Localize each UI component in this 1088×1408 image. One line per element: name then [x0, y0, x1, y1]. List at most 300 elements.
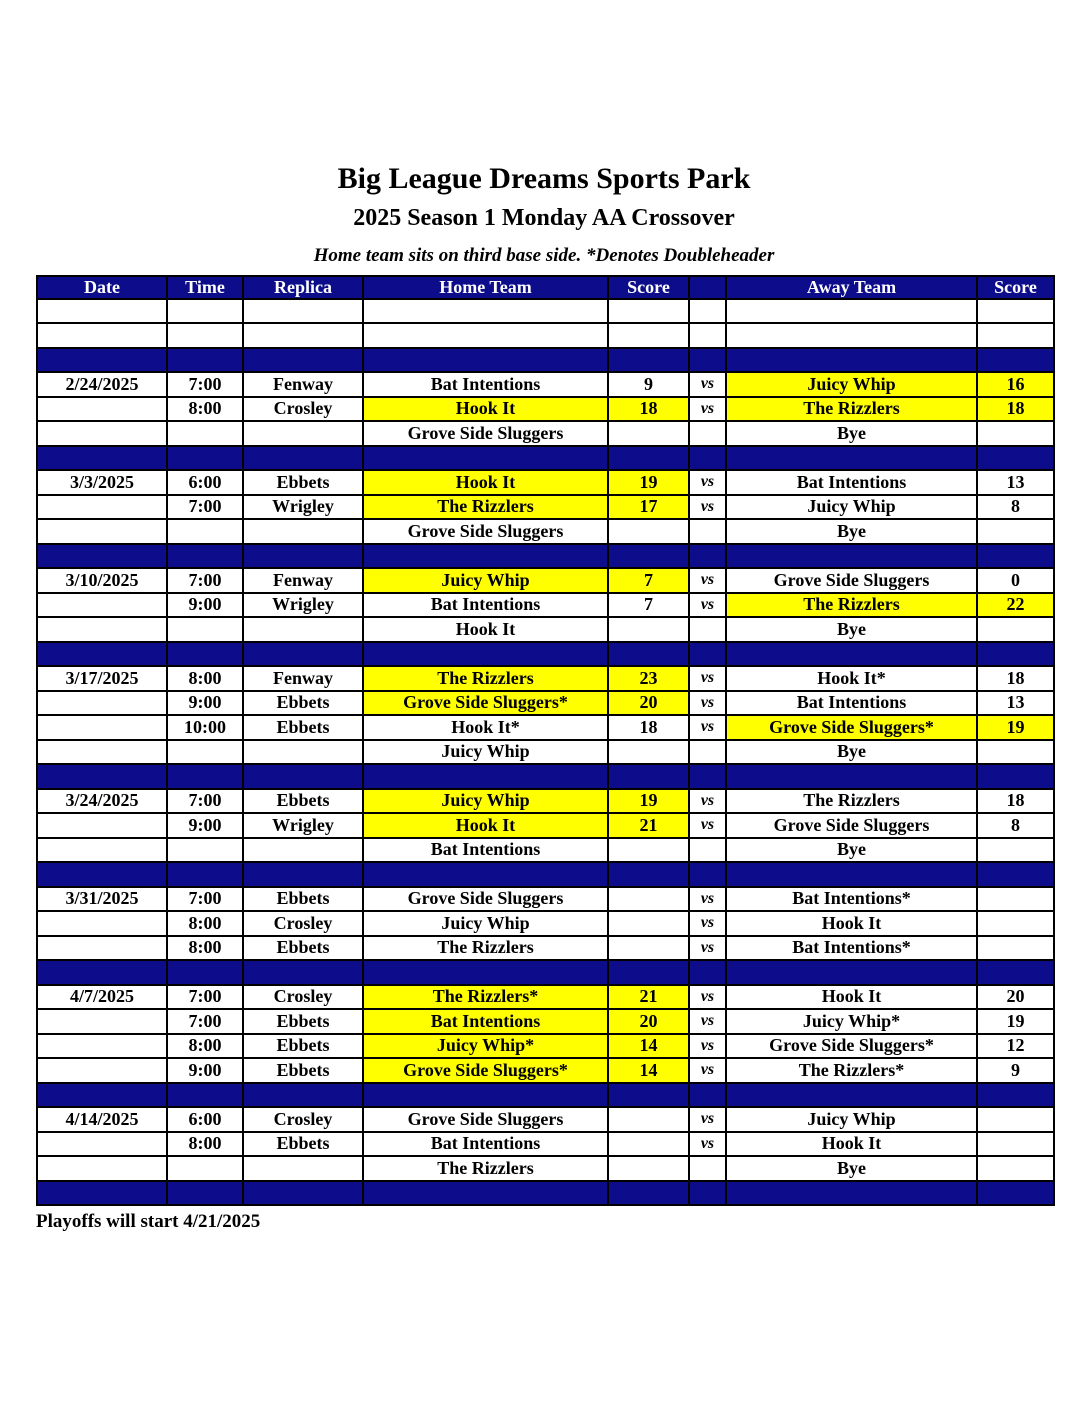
away-team-cell: Hook It*	[726, 666, 977, 691]
separator-cell	[167, 764, 243, 789]
vs-cell: vs	[689, 1107, 726, 1132]
time-cell: 10:00	[167, 715, 243, 740]
away-score-cell: 9	[977, 1058, 1054, 1083]
home-team-cell: The Rizzlers*	[363, 985, 608, 1010]
replica-cell	[243, 740, 363, 765]
time-cell: 7:00	[167, 568, 243, 593]
vs-cell: vs	[689, 495, 726, 520]
home-team-cell: Grove Side Sluggers	[363, 519, 608, 544]
home-team-cell: The Rizzlers	[363, 495, 608, 520]
replica-cell: Crosley	[243, 397, 363, 422]
separator-cell	[243, 446, 363, 471]
time-cell: 8:00	[167, 1034, 243, 1059]
game-row	[37, 568, 1054, 593]
separator-cell	[608, 764, 689, 789]
game-row	[37, 715, 1054, 740]
separator-cell	[37, 764, 167, 789]
separator-cell	[726, 348, 977, 373]
separator-cell	[167, 1181, 243, 1206]
game-row	[37, 936, 1054, 961]
vs-cell: vs	[689, 470, 726, 495]
date-cell: 3/17/2025	[37, 666, 167, 691]
replica-cell	[243, 299, 363, 324]
replica-cell: Ebbets	[243, 715, 363, 740]
separator-row	[37, 446, 1054, 471]
time-cell	[167, 1156, 243, 1181]
date-cell	[37, 519, 167, 544]
vs-cell	[689, 323, 726, 348]
separator-cell	[608, 862, 689, 887]
away-score-cell: 13	[977, 470, 1054, 495]
home-score-cell: 18	[608, 397, 689, 422]
home-team-cell	[363, 323, 608, 348]
away-team-cell: The Rizzlers	[726, 397, 977, 422]
schedule-body	[37, 299, 1054, 1206]
vs-cell	[689, 299, 726, 324]
date-cell	[37, 715, 167, 740]
home-team-cell: Grove Side Sluggers	[363, 421, 608, 446]
home-score-cell	[608, 323, 689, 348]
separator-cell	[363, 348, 608, 373]
away-score-cell: 22	[977, 593, 1054, 618]
date-cell	[37, 323, 167, 348]
header-away-score: Score	[977, 276, 1054, 299]
separator-cell	[726, 544, 977, 569]
away-team-cell: Grove Side Sluggers	[726, 813, 977, 838]
away-score-cell: 18	[977, 397, 1054, 422]
separator-cell	[726, 642, 977, 667]
away-team-cell: Bye	[726, 838, 977, 863]
home-score-cell	[608, 936, 689, 961]
away-team-cell: Bat Intentions	[726, 691, 977, 716]
vs-cell: vs	[689, 568, 726, 593]
home-score-cell: 14	[608, 1058, 689, 1083]
home-team-cell: The Rizzlers	[363, 936, 608, 961]
away-team-cell	[726, 323, 977, 348]
replica-cell: Ebbets	[243, 1132, 363, 1157]
date-cell	[37, 495, 167, 520]
separator-cell	[689, 862, 726, 887]
time-cell	[167, 299, 243, 324]
separator-cell	[689, 642, 726, 667]
date-cell: 3/31/2025	[37, 887, 167, 912]
date-cell: 3/10/2025	[37, 568, 167, 593]
away-score-cell: 20	[977, 985, 1054, 1010]
away-team-cell: Juicy Whip*	[726, 1009, 977, 1034]
home-team-cell: The Rizzlers	[363, 666, 608, 691]
separator-cell	[363, 862, 608, 887]
replica-cell	[243, 838, 363, 863]
date-cell: 4/14/2025	[37, 1107, 167, 1132]
date-cell: 4/7/2025	[37, 985, 167, 1010]
home-score-cell: 14	[608, 1034, 689, 1059]
game-row	[37, 1107, 1054, 1132]
home-score-cell: 23	[608, 666, 689, 691]
game-row	[37, 421, 1054, 446]
away-score-cell	[977, 421, 1054, 446]
date-cell	[37, 1034, 167, 1059]
date-cell	[37, 1058, 167, 1083]
home-score-cell	[608, 1107, 689, 1132]
separator-cell	[608, 960, 689, 985]
separator-cell	[689, 960, 726, 985]
separator-cell	[167, 446, 243, 471]
separator-cell	[37, 348, 167, 373]
separator-cell	[37, 446, 167, 471]
time-cell: 6:00	[167, 1107, 243, 1132]
home-score-cell: 9	[608, 372, 689, 397]
separator-cell	[977, 446, 1054, 471]
time-cell: 8:00	[167, 1132, 243, 1157]
date-cell	[37, 1132, 167, 1157]
away-score-cell: 0	[977, 568, 1054, 593]
separator-cell	[689, 1181, 726, 1206]
separator-row	[37, 544, 1054, 569]
replica-cell: Ebbets	[243, 1009, 363, 1034]
separator-cell	[363, 960, 608, 985]
game-row	[37, 1132, 1054, 1157]
away-score-cell: 19	[977, 715, 1054, 740]
game-row	[37, 1009, 1054, 1034]
game-row	[37, 666, 1054, 691]
away-score-cell	[977, 887, 1054, 912]
separator-cell	[689, 544, 726, 569]
separator-cell	[167, 642, 243, 667]
separator-cell	[37, 642, 167, 667]
game-row	[37, 887, 1054, 912]
separator-cell	[608, 1181, 689, 1206]
home-score-cell: 21	[608, 813, 689, 838]
vs-cell	[689, 519, 726, 544]
separator-cell	[608, 348, 689, 373]
replica-cell: Crosley	[243, 985, 363, 1010]
home-score-cell	[608, 519, 689, 544]
separator-cell	[689, 348, 726, 373]
separator-cell	[689, 1083, 726, 1108]
replica-cell: Crosley	[243, 911, 363, 936]
away-team-cell: Grove Side Sluggers	[726, 568, 977, 593]
separator-cell	[363, 642, 608, 667]
separator-cell	[243, 1083, 363, 1108]
separator-cell	[243, 642, 363, 667]
separator-cell	[243, 764, 363, 789]
home-score-cell	[608, 299, 689, 324]
home-team-cell: Juicy Whip	[363, 911, 608, 936]
replica-cell: Wrigley	[243, 593, 363, 618]
separator-cell	[977, 764, 1054, 789]
away-team-cell: Bye	[726, 617, 977, 642]
separator-cell	[37, 1083, 167, 1108]
game-row	[37, 691, 1054, 716]
away-score-cell	[977, 740, 1054, 765]
away-score-cell	[977, 617, 1054, 642]
game-row	[37, 519, 1054, 544]
separator-cell	[167, 960, 243, 985]
away-score-cell: 8	[977, 495, 1054, 520]
away-score-cell	[977, 911, 1054, 936]
away-team-cell: Hook It	[726, 1132, 977, 1157]
date-cell	[37, 740, 167, 765]
home-score-cell	[608, 617, 689, 642]
replica-cell: Ebbets	[243, 789, 363, 814]
time-cell	[167, 740, 243, 765]
home-score-cell	[608, 838, 689, 863]
vs-cell: vs	[689, 789, 726, 814]
home-score-cell	[608, 911, 689, 936]
home-team-cell: Hook It	[363, 470, 608, 495]
game-row	[37, 495, 1054, 520]
playoffs-note: Playoffs will start 4/21/2025	[36, 1211, 261, 1233]
date-cell	[37, 911, 167, 936]
away-team-cell: Juicy Whip	[726, 372, 977, 397]
page-title: Big League Dreams Sports Park	[337, 162, 751, 195]
separator-cell	[243, 544, 363, 569]
home-team-cell: Hook It	[363, 813, 608, 838]
header-home-score: Score	[608, 276, 689, 299]
home-score-cell	[608, 1156, 689, 1181]
separator-row	[37, 1083, 1054, 1108]
vs-cell: vs	[689, 1009, 726, 1034]
away-team-cell: Bat Intentions	[726, 470, 977, 495]
vs-cell	[689, 740, 726, 765]
time-cell: 9:00	[167, 1058, 243, 1083]
game-row	[37, 470, 1054, 495]
vs-cell	[689, 1156, 726, 1181]
away-team-cell: Grove Side Sluggers*	[726, 715, 977, 740]
date-cell	[37, 593, 167, 618]
replica-cell: Ebbets	[243, 1034, 363, 1059]
away-team-cell: Juicy Whip	[726, 495, 977, 520]
home-team-cell: Grove Side Sluggers*	[363, 691, 608, 716]
replica-cell: Ebbets	[243, 887, 363, 912]
away-team-cell: Bye	[726, 740, 977, 765]
game-row	[37, 813, 1054, 838]
separator-cell	[37, 960, 167, 985]
home-score-cell: 19	[608, 789, 689, 814]
away-team-cell: The Rizzlers*	[726, 1058, 977, 1083]
separator-cell	[689, 764, 726, 789]
home-team-cell: Grove Side Sluggers*	[363, 1058, 608, 1083]
away-team-cell: Hook It	[726, 911, 977, 936]
time-cell: 7:00	[167, 985, 243, 1010]
game-row	[37, 1058, 1054, 1083]
away-score-cell: 19	[977, 1009, 1054, 1034]
time-cell	[167, 421, 243, 446]
time-cell	[167, 838, 243, 863]
home-team-cell: Juicy Whip*	[363, 1034, 608, 1059]
home-score-cell	[608, 421, 689, 446]
away-score-cell	[977, 936, 1054, 961]
separator-cell	[363, 544, 608, 569]
home-team-cell: Hook It	[363, 397, 608, 422]
separator-cell	[243, 960, 363, 985]
away-score-cell: 18	[977, 666, 1054, 691]
separator-cell	[726, 1083, 977, 1108]
time-cell: 7:00	[167, 372, 243, 397]
home-score-cell: 18	[608, 715, 689, 740]
time-cell: 7:00	[167, 887, 243, 912]
away-team-cell	[726, 299, 977, 324]
replica-cell: Wrigley	[243, 495, 363, 520]
home-team-cell: The Rizzlers	[363, 1156, 608, 1181]
separator-cell	[37, 1181, 167, 1206]
vs-cell: vs	[689, 813, 726, 838]
replica-cell: Crosley	[243, 1107, 363, 1132]
separator-cell	[167, 1083, 243, 1108]
separator-cell	[37, 544, 167, 569]
date-cell	[37, 299, 167, 324]
game-row	[37, 593, 1054, 618]
replica-cell	[243, 617, 363, 642]
time-cell: 6:00	[167, 470, 243, 495]
home-score-cell: 20	[608, 691, 689, 716]
away-score-cell	[977, 519, 1054, 544]
time-cell: 7:00	[167, 495, 243, 520]
home-score-cell: 7	[608, 593, 689, 618]
header-time: Time	[167, 276, 243, 299]
date-cell	[37, 397, 167, 422]
date-cell	[37, 617, 167, 642]
game-row	[37, 617, 1054, 642]
home-team-cell: Juicy Whip	[363, 568, 608, 593]
separator-row	[37, 960, 1054, 985]
home-team-cell: Hook It*	[363, 715, 608, 740]
vs-cell: vs	[689, 1058, 726, 1083]
vs-cell	[689, 838, 726, 863]
vs-cell: vs	[689, 715, 726, 740]
replica-cell: Fenway	[243, 372, 363, 397]
date-cell	[37, 936, 167, 961]
separator-cell	[977, 960, 1054, 985]
game-row	[37, 838, 1054, 863]
separator-cell	[167, 862, 243, 887]
header-replica: Replica	[243, 276, 363, 299]
separator-cell	[726, 764, 977, 789]
away-score-cell: 8	[977, 813, 1054, 838]
game-row	[37, 1034, 1054, 1059]
away-team-cell: Bye	[726, 1156, 977, 1181]
date-cell	[37, 1156, 167, 1181]
header-home-team: Home Team	[363, 276, 608, 299]
schedule-table	[36, 275, 1055, 1207]
separator-cell	[726, 446, 977, 471]
home-team-cell: Juicy Whip	[363, 740, 608, 765]
vs-cell: vs	[689, 911, 726, 936]
separator-cell	[726, 862, 977, 887]
separator-cell	[243, 1181, 363, 1206]
away-score-cell: 13	[977, 691, 1054, 716]
vs-cell: vs	[689, 397, 726, 422]
game-row	[37, 372, 1054, 397]
separator-cell	[37, 862, 167, 887]
home-team-cell: Bat Intentions	[363, 593, 608, 618]
time-cell: 7:00	[167, 1009, 243, 1034]
separator-cell	[243, 862, 363, 887]
away-score-cell: 18	[977, 789, 1054, 814]
game-row	[37, 1156, 1054, 1181]
home-team-cell: Bat Intentions	[363, 1009, 608, 1034]
home-score-cell	[608, 1132, 689, 1157]
vs-cell: vs	[689, 593, 726, 618]
date-cell	[37, 1009, 167, 1034]
separator-cell	[608, 544, 689, 569]
replica-cell: Ebbets	[243, 936, 363, 961]
vs-cell: vs	[689, 887, 726, 912]
time-cell	[167, 323, 243, 348]
time-cell: 8:00	[167, 397, 243, 422]
replica-cell: Fenway	[243, 666, 363, 691]
separator-cell	[977, 862, 1054, 887]
separator-cell	[977, 544, 1054, 569]
time-cell	[167, 519, 243, 544]
home-score-cell: 19	[608, 470, 689, 495]
vs-cell: vs	[689, 985, 726, 1010]
separator-row	[37, 1181, 1054, 1206]
home-score-cell: 20	[608, 1009, 689, 1034]
home-team-cell: Hook It	[363, 617, 608, 642]
replica-cell: Fenway	[243, 568, 363, 593]
vs-cell	[689, 421, 726, 446]
vs-cell	[689, 617, 726, 642]
away-score-cell	[977, 1132, 1054, 1157]
separator-cell	[977, 348, 1054, 373]
date-cell	[37, 421, 167, 446]
home-score-cell: 17	[608, 495, 689, 520]
header-row	[37, 276, 1054, 299]
empty-row	[37, 323, 1054, 348]
separator-cell	[608, 446, 689, 471]
header-away-team: Away Team	[726, 276, 977, 299]
separator-cell	[977, 1181, 1054, 1206]
home-team-cell	[363, 299, 608, 324]
away-score-cell	[977, 299, 1054, 324]
separator-cell	[726, 1181, 977, 1206]
vs-cell: vs	[689, 1034, 726, 1059]
game-row	[37, 911, 1054, 936]
separator-cell	[363, 1083, 608, 1108]
date-cell	[37, 691, 167, 716]
replica-cell	[243, 421, 363, 446]
date-cell	[37, 838, 167, 863]
separator-cell	[689, 446, 726, 471]
game-row	[37, 740, 1054, 765]
away-score-cell: 12	[977, 1034, 1054, 1059]
date-cell: 3/24/2025	[37, 789, 167, 814]
separator-row	[37, 348, 1054, 373]
vs-cell: vs	[689, 1132, 726, 1157]
away-team-cell: Bye	[726, 519, 977, 544]
vs-cell: vs	[689, 372, 726, 397]
separator-cell	[363, 764, 608, 789]
home-score-cell	[608, 740, 689, 765]
date-cell: 3/3/2025	[37, 470, 167, 495]
home-team-cell: Grove Side Sluggers	[363, 887, 608, 912]
away-team-cell: Juicy Whip	[726, 1107, 977, 1132]
home-team-cell: Juicy Whip	[363, 789, 608, 814]
page-note: Home team sits on third base side. *Denotes Doubleheader	[313, 244, 775, 266]
home-team-cell: Bat Intentions	[363, 838, 608, 863]
separator-cell	[167, 544, 243, 569]
time-cell	[167, 617, 243, 642]
separator-cell	[608, 642, 689, 667]
away-team-cell: Hook It	[726, 985, 977, 1010]
separator-cell	[726, 960, 977, 985]
away-score-cell	[977, 1107, 1054, 1132]
vs-cell: vs	[689, 666, 726, 691]
game-row	[37, 397, 1054, 422]
home-score-cell	[608, 887, 689, 912]
header-date: Date	[37, 276, 167, 299]
